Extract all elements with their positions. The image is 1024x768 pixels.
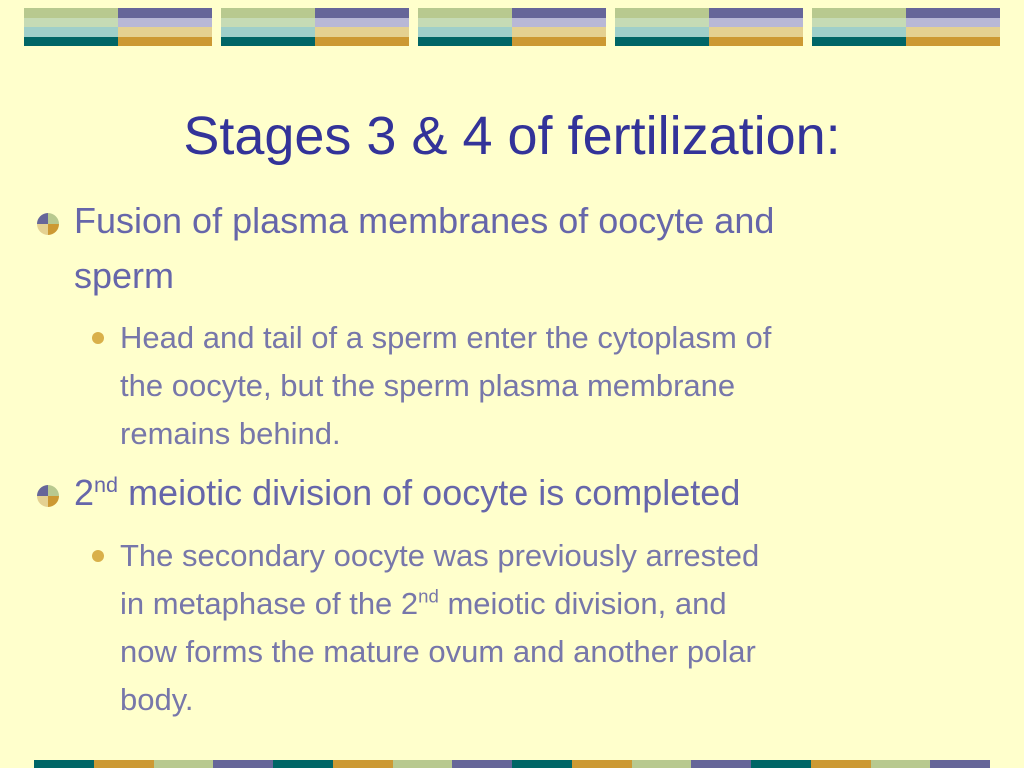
bullet-1-line-1: Fusion of plasma membranes of oocyte and [74,200,775,241]
subbullet-2-line-4: body. [120,682,194,717]
subbullet-2-line-1: The secondary oocyte was previously arrested [120,538,760,573]
subbullet-2-line-3: now forms the mature ovum and another polar [120,634,756,669]
bottom-decorative-band [34,760,990,768]
bullet-1-line-2: sperm [74,255,175,296]
bullet-2-superscript: nd [94,472,119,497]
band-tile [221,8,409,46]
top-decorative-band [24,8,1000,46]
band-tile [812,8,1000,46]
subbullet-1-line-2: the oocyte, but the sperm plasma membrane [120,368,736,403]
bullet-2-prefix: 2 [74,472,95,513]
band-tile [24,8,212,46]
subbullet-2-line-2-suffix: meiotic division, and [438,586,727,621]
band-tile [615,8,803,46]
subbullet-2-line-2 [120,580,980,628]
subbullet-1-line-1: Head and tail of a sperm enter the cytoplasm of [120,320,772,355]
slide-title: Stages 3 & 4 of fertilization: [183,106,841,166]
gold-dot-icon [92,332,104,344]
bullet-2-suffix: meiotic division of oocyte is completed [118,472,741,513]
subbullet-2-superscript: nd [418,585,439,607]
quartered-circle-icon [36,484,60,508]
gold-dot-icon [92,550,104,562]
subbullet-1-line-3: remains behind. [120,416,341,451]
subbullet-2-line-2-prefix: in metaphase of the 2 [120,586,419,621]
bullet-2-line-1 [74,470,974,516]
quartered-circle-icon [36,212,60,236]
band-tile [418,8,606,46]
